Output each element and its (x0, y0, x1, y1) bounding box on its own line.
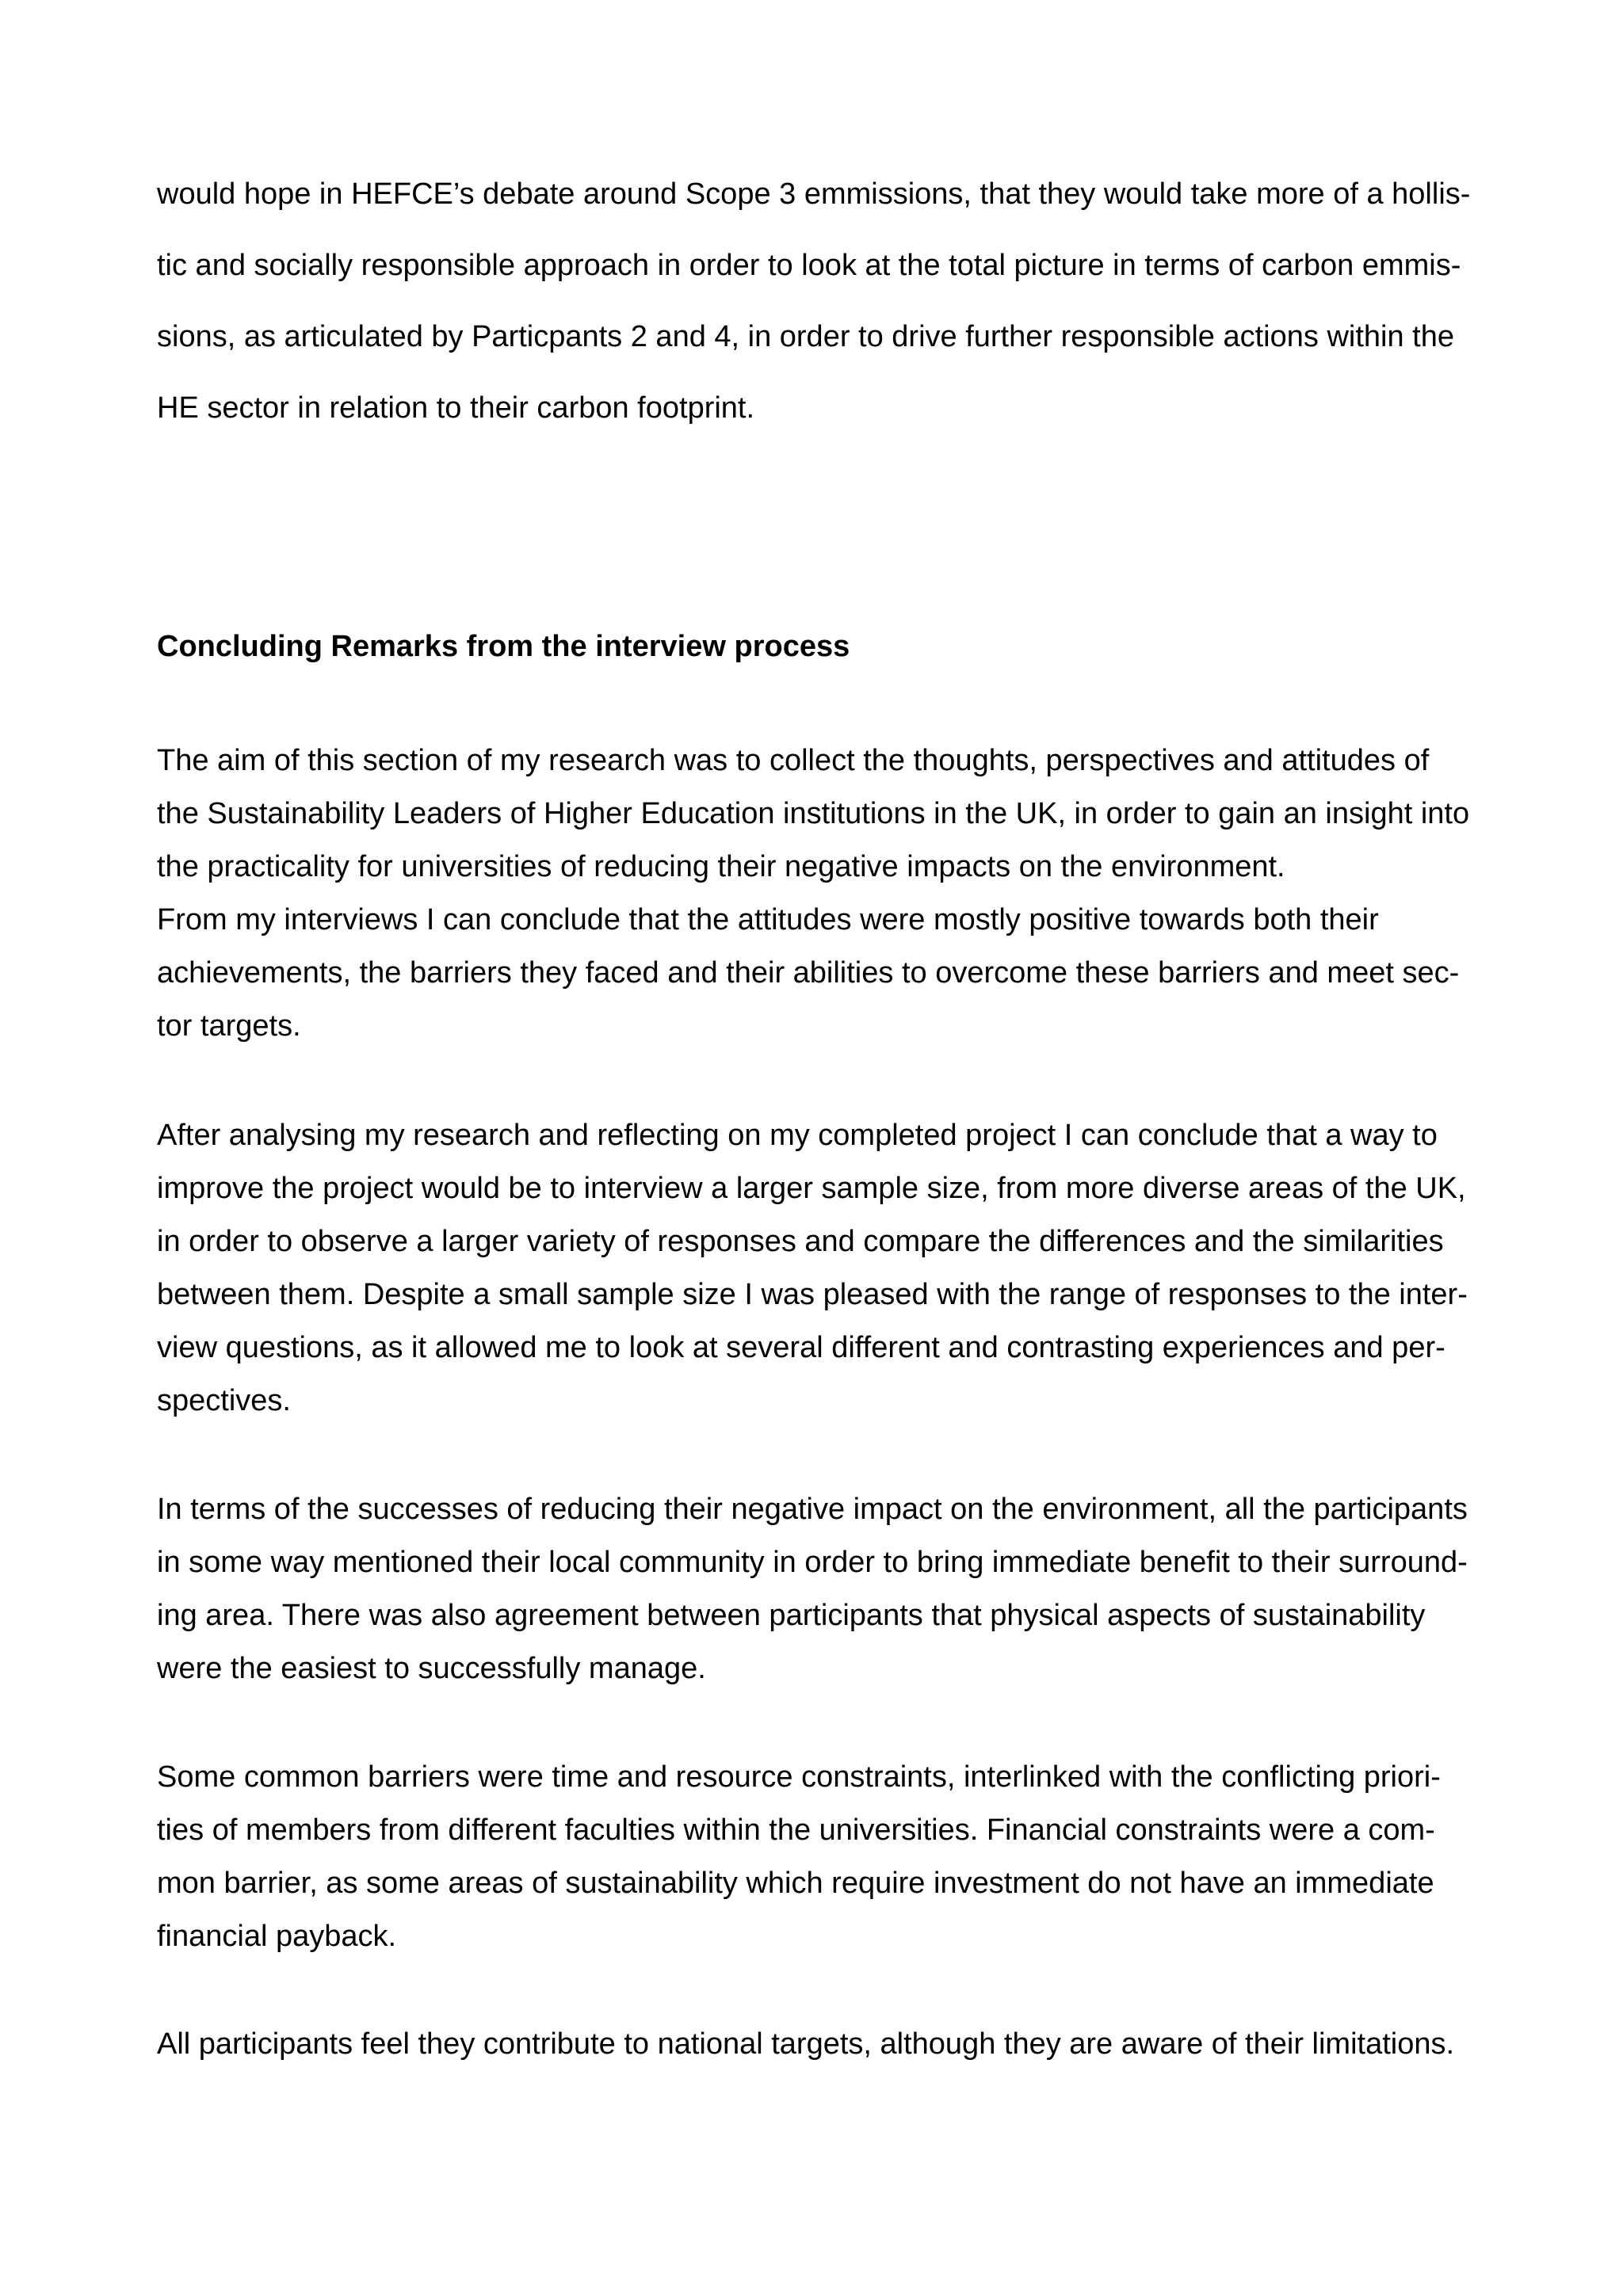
text-line: view questions, as it allowed me to look at several different and contrasting experiences and per- (157, 1331, 1445, 1364)
text-line: would hope in HEFCE’s debate around Scope 3 emmissions, that they would take more of a hollis- (157, 177, 1471, 211)
text-line: in some way mentioned their local community in order to bring immediate benefit to their surround- (157, 1546, 1468, 1579)
intro-paragraph (157, 158, 1472, 444)
text-line: tic and socially responsible approach in order to look at the total picture in terms of carbon emmis- (157, 249, 1461, 282)
text-line: HE sector in relation to their carbon footprint. (157, 391, 755, 425)
text-line: From my interviews I can conclude that the attitudes were mostly positive towards both their (157, 903, 1379, 936)
barriers-paragraph (157, 1751, 1472, 1963)
aim-paragraph (157, 734, 1472, 1053)
text-line: achievements, the barriers they faced and their abilities to overcome these barriers and meet sec- (157, 956, 1460, 990)
text-line: sions, as articulated by Particpants 2 and 4, in order to drive further responsible actions within the (157, 320, 1454, 353)
text-line: tor targets. (157, 1009, 301, 1043)
text-line: spectives. (157, 1384, 291, 1417)
text-line: mon barrier, as some areas of sustainability which require investment do not have an immediate (157, 1867, 1434, 1900)
text-line: between them. Despite a small sample size I was pleased with the range of responses to the inter- (157, 1278, 1468, 1311)
text-line: financial payback. (157, 1920, 397, 1953)
text-line: in order to observe a larger variety of responses and compare the differences and the similarities (157, 1225, 1444, 1258)
text-line: After analysing my research and reflecting on my completed project I can conclude that a way to (157, 1119, 1438, 1152)
text-line: ties of members from different faculties within the universities. Financial constraints were a com- (157, 1814, 1435, 1847)
text-line: All participants feel they contribute to national targets, although they are aware of their limitations. (157, 2027, 1455, 2061)
text-line: ing area. There was also agreement between participants that physical aspects of sustainability (157, 1599, 1426, 1632)
successes-paragraph (157, 1483, 1472, 1695)
text-line: In terms of the successes of reducing their negative impact on the environment, all the participants (157, 1493, 1468, 1526)
text-line: the Sustainability Leaders of Higher Education institutions in the UK, in order to gain an insight into (157, 797, 1470, 830)
text-line: the practicality for universities of reducing their negative impacts on the environment. (157, 850, 1285, 883)
section-heading: Concluding Remarks from the interview process (157, 630, 850, 663)
text-line: were the easiest to successfully manage. (157, 1652, 706, 1685)
final-paragraph (157, 2018, 1472, 2071)
text-line: improve the project would be to interview a larger sample size, from more diverse areas of the UK, (157, 1172, 1466, 1205)
analysis-paragraph (157, 1109, 1472, 1428)
text-line: The aim of this section of my research was to collect the thoughts, perspectives and attitudes of (157, 744, 1430, 777)
text-line: Some common barriers were time and resource constraints, interlinked with the conflicting priori- (157, 1760, 1441, 1794)
